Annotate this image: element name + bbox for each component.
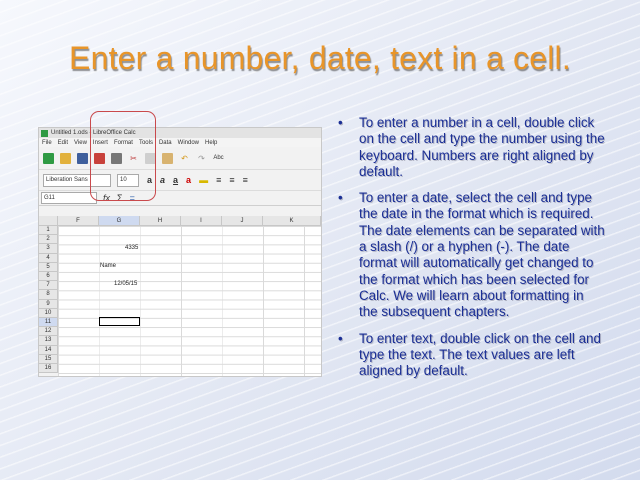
align-left-icon[interactable]: ≡ — [216, 175, 222, 185]
col-header-f[interactable]: F — [58, 216, 99, 226]
window-title: Untitled 1.ods - LibreOffice Calc — [51, 130, 136, 136]
open-icon[interactable] — [60, 153, 71, 164]
menu-data[interactable]: Data — [158, 139, 172, 146]
standard-toolbar — [39, 147, 321, 170]
col-header-k[interactable]: K — [263, 216, 321, 226]
bullet-item — [335, 331, 605, 380]
redo-icon[interactable]: ↷ — [198, 153, 205, 163]
name-box[interactable]: G11 — [41, 192, 97, 204]
app-icon — [41, 130, 48, 137]
row-header[interactable]: 2 — [39, 235, 58, 244]
cell-number[interactable]: 4335 — [125, 245, 139, 251]
bullet-marker: • — [338, 330, 343, 346]
cell-date[interactable]: 12/05/15 — [114, 281, 138, 287]
highlight-outline — [90, 111, 156, 201]
formula-bar — [39, 191, 321, 206]
cell-grid[interactable] — [58, 226, 321, 376]
row-header[interactable]: 16 — [39, 364, 58, 373]
menu-help[interactable]: Help — [205, 139, 218, 146]
row-header[interactable]: 13 — [39, 336, 58, 345]
bullet-text: To enter text, double click on the cell and type the text. The text values are left aligned by default. — [359, 330, 601, 379]
bullet-item — [335, 115, 605, 180]
undo-icon[interactable]: ↶ — [181, 153, 188, 163]
row-header[interactable]: 15 — [39, 355, 58, 364]
row-header[interactable]: 7 — [39, 281, 58, 290]
row-header[interactable]: 14 — [39, 346, 58, 355]
row-header[interactable]: 11 — [39, 318, 58, 327]
calc-screenshot — [38, 127, 322, 377]
menu-window[interactable]: Window — [177, 139, 199, 146]
corner-header — [39, 216, 58, 226]
active-cell-cursor[interactable] — [99, 317, 140, 326]
col-header-i[interactable]: I — [181, 216, 222, 226]
bullet-item — [335, 190, 605, 320]
bullet-marker: • — [338, 115, 343, 130]
spellcheck-icon[interactable]: Abc — [213, 154, 224, 161]
font-color-icon[interactable]: a — [186, 175, 192, 185]
sum-icon[interactable]: Σ — [117, 193, 123, 203]
menu-file[interactable]: File — [42, 139, 52, 146]
row-header[interactable]: 4 — [39, 254, 58, 263]
menu-tools[interactable]: Tools — [138, 139, 153, 146]
bullet-text: To enter a date, select the cell and type the date in the format which is required. The date elements can be separated with a slash (/) or a hyphen (-). The date format will automatically get changed to the format which has been selected for Calc. We will learn about formatting in the subsequent chapters. — [359, 190, 605, 320]
underline-icon[interactable]: a — [173, 175, 179, 185]
col-header-g[interactable]: G — [99, 216, 140, 226]
row-header[interactable]: 3 — [39, 244, 58, 253]
save-icon[interactable] — [77, 153, 88, 164]
menu-edit[interactable]: Edit — [57, 139, 69, 146]
bold-icon[interactable]: a — [147, 175, 153, 185]
menu-bar — [39, 138, 321, 147]
formatting-toolbar — [39, 170, 321, 191]
row-header[interactable]: 12 — [39, 327, 58, 336]
row-header[interactable]: 1 — [39, 226, 58, 235]
row-header[interactable]: 9 — [39, 300, 58, 309]
col-header-j[interactable]: J — [222, 216, 263, 226]
bullet-list — [335, 115, 605, 389]
cut-icon[interactable]: ✂ — [130, 153, 137, 163]
highlight-icon[interactable]: ▬ — [199, 175, 209, 185]
align-right-icon[interactable]: ≡ — [242, 175, 248, 185]
row-header[interactable]: 5 — [39, 263, 58, 272]
italic-icon[interactable]: a — [160, 175, 166, 185]
bullet-marker: • — [338, 190, 343, 206]
bullet-text: To enter a number in a cell, double click on the cell and type the number using the keyboard. Numbers are right aligned by default. — [359, 115, 605, 179]
row-header[interactable]: 6 — [39, 272, 58, 281]
formula-icon[interactable]: = — [129, 193, 135, 203]
col-header-h[interactable]: H — [140, 216, 181, 226]
font-size-box[interactable]: 10 — [117, 174, 139, 187]
slide-title: Enter a number, date, text in a cell. — [69, 40, 571, 76]
row-header[interactable]: 8 — [39, 290, 58, 299]
menu-insert[interactable]: Insert — [92, 139, 108, 146]
row-header[interactable]: 10 — [39, 309, 58, 318]
menu-format[interactable]: Format — [113, 139, 133, 146]
window-titlebar — [39, 128, 321, 138]
paste-icon[interactable] — [162, 153, 173, 164]
align-center-icon[interactable]: ≡ — [229, 175, 235, 185]
font-name-box[interactable]: Liberation Sans — [43, 174, 111, 187]
function-wizard-icon[interactable]: fx — [103, 193, 111, 203]
cell-text[interactable]: Name — [100, 263, 117, 269]
menu-view[interactable]: View — [74, 139, 87, 146]
new-icon[interactable] — [43, 153, 54, 164]
